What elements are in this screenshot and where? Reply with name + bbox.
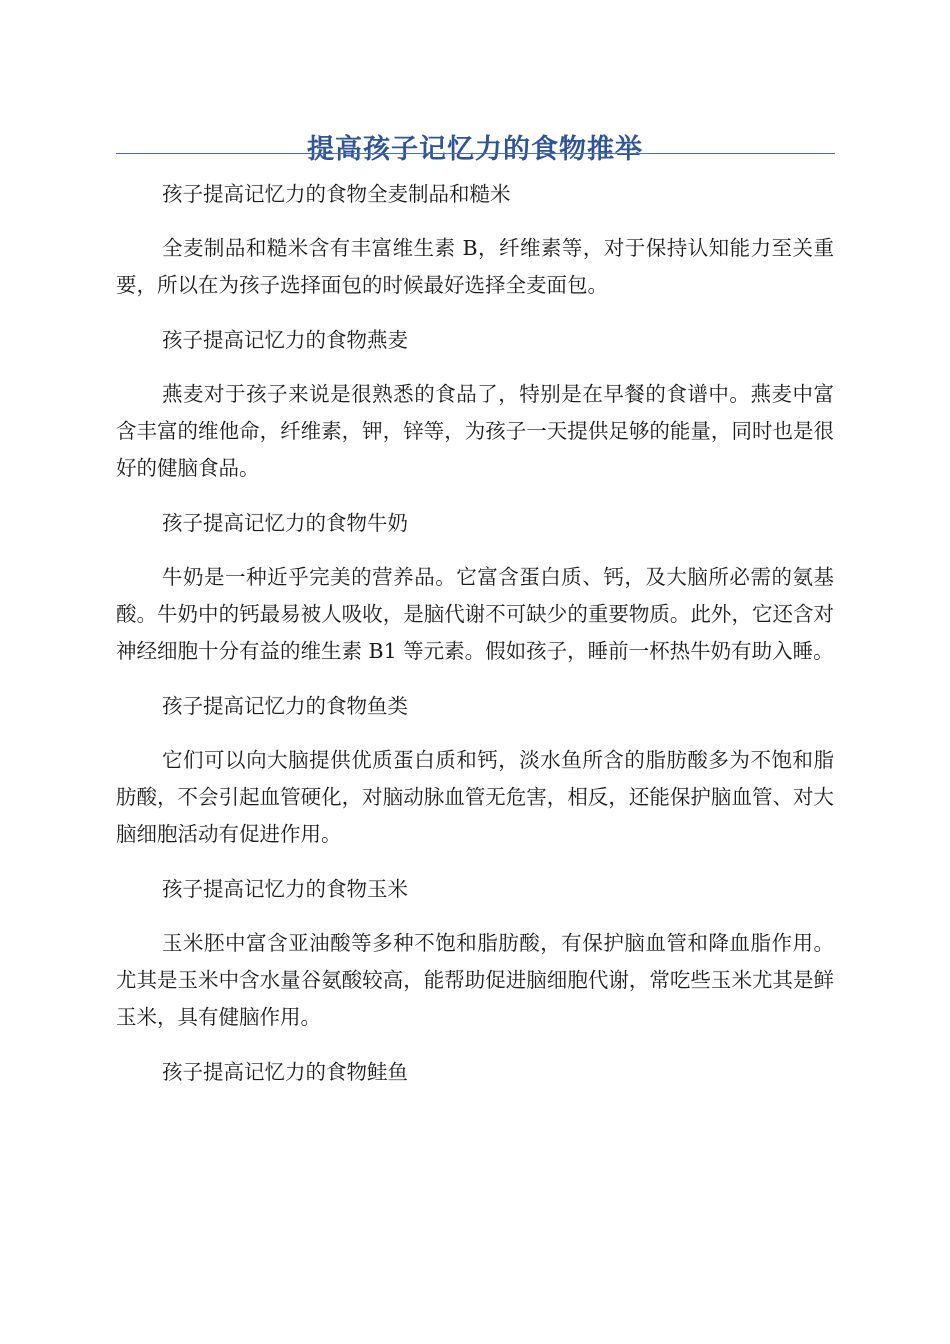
paragraph-corn: 玉米胚中富含亚油酸等多种不饱和脂肪酸，有保护脑血管和降血脂作用。尤其是玉米中含水量谷氨酸较高，能帮助促进脑细胞代谢，常吃些玉米尤其是鲜玉米，具有健脑作用。 [116, 931, 834, 1029]
paragraph-fish: 它们可以向大脑提供优质蛋白质和钙，淡水鱼所含的脂肪酸多为不饱和脂肪酸，不会引起血管硬化，对脑动脉血管无危害，相反，还能保护脑血管、对大脑细胞活动有促进作用。 [116, 748, 834, 846]
paragraph-milk: 牛奶是一种近乎完美的营养品。它富含蛋白质、钙，及大脑所必需的氨基酸。牛奶中的钙最易被人吸收，是脑代谢不可缺少的重要物质。此外，它还含对神经细胞十分有益的维生素 B1 等元素。假如孩子，睡前一杯热牛奶有助入睡。 [116, 565, 834, 663]
paragraph-whole-grain: 全麦制品和糙米含有丰富维生素 B，纤维素等，对于保持认知能力至关重要，所以在为孩子选择面包的时候最好选择全麦面包。 [116, 236, 834, 297]
document-body [116, 176, 834, 1108]
section-heading-fish: 孩子提高记忆力的食物鱼类 [162, 694, 408, 718]
page-title: 提高孩子记忆力的食物推举 [307, 134, 643, 166]
section-heading-whole-grain: 孩子提高记忆力的食物全麦制品和糙米 [162, 182, 511, 206]
section-heading-milk: 孩子提高记忆力的食物牛奶 [162, 511, 408, 535]
section-heading-salmon: 孩子提高记忆力的食物鲑鱼 [162, 1060, 408, 1084]
section-heading-corn: 孩子提高记忆力的食物玉米 [162, 877, 408, 901]
title-underline [116, 153, 835, 154]
section-heading-oats: 孩子提高记忆力的食物燕麦 [162, 328, 408, 352]
paragraph-oats: 燕麦对于孩子来说是很熟悉的食品了，特别是在早餐的食谱中。燕麦中富含丰富的维他命，纤维素，钾，锌等，为孩子一天提供足够的能量，同时也是很好的健脑食品。 [116, 382, 834, 480]
